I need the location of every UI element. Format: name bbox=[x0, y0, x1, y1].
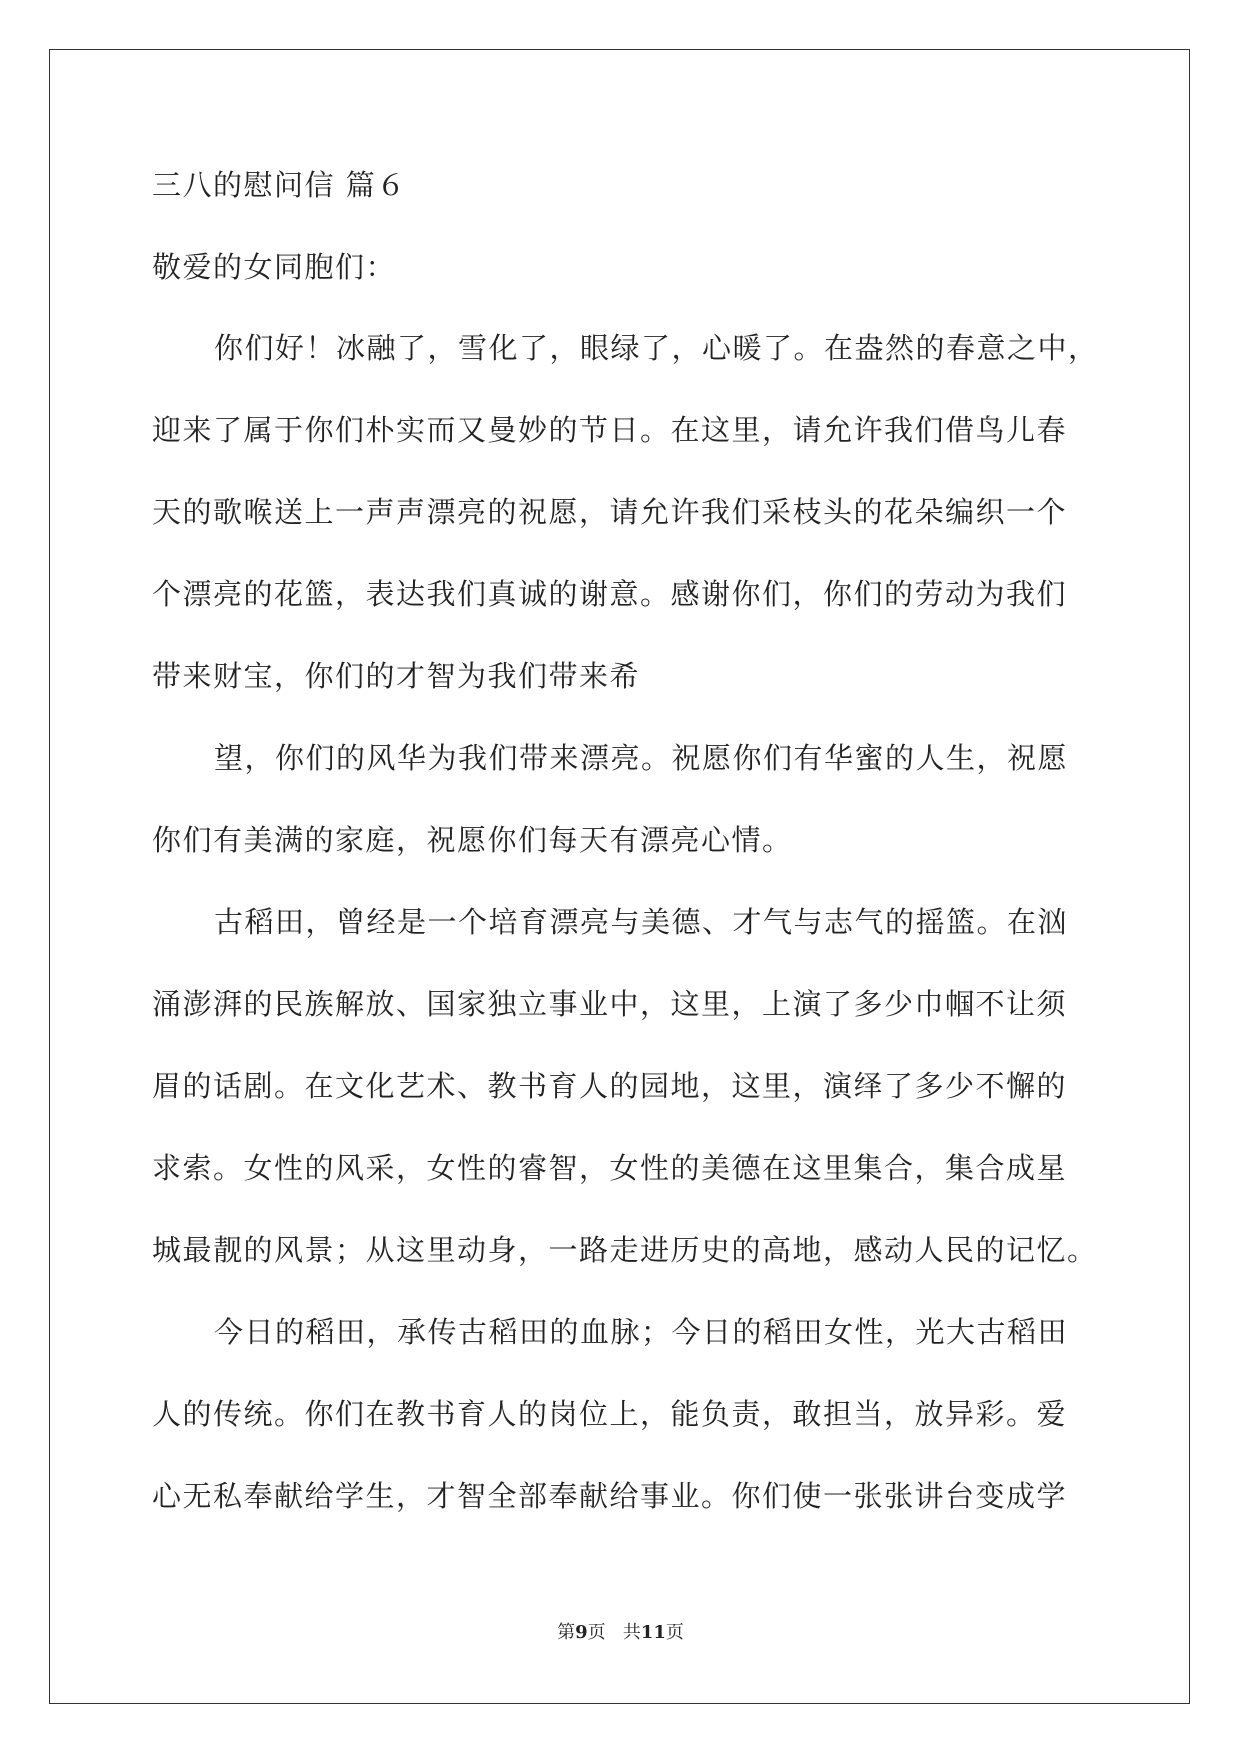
document-body bbox=[152, 168, 1102, 1561]
text-line: 眉的话剧。在文化艺术、教书育人的园地，这里，演绎了多少不懈的 bbox=[152, 1069, 1068, 1103]
document-title: 三八的慰问信 篇６ bbox=[152, 168, 407, 202]
text-line: 古稻田，曾经是一个培育漂亮与美德、才气与志气的摇篮。在汹 bbox=[214, 905, 1069, 939]
text-line: 迎来了属于你们朴实而又曼妙的节日。在这里，请允许我们借鸟儿春 bbox=[152, 413, 1068, 447]
text-line: 城最靓的风景；从这里动身，一路走进历史的高地，感动人民的记忆。 bbox=[152, 1233, 1098, 1267]
text-line: 求索。女性的风采，女性的睿智，女性的美德在这里集合，集合成星 bbox=[152, 1151, 1068, 1185]
text-line: 涌澎湃的民族解放、国家独立事业中，这里，上演了多少巾帼不让须 bbox=[152, 987, 1068, 1021]
footer-total-prefix: 共 bbox=[622, 1622, 641, 1643]
footer-prefix: 第 bbox=[557, 1622, 576, 1643]
page-footer bbox=[0, 1622, 1241, 1644]
text-line: 望，你们的风华为我们带来漂亮。祝愿你们有华蜜的人生，祝愿 bbox=[214, 741, 1069, 775]
footer-total-suffix: 页 bbox=[665, 1622, 684, 1643]
text-line: 个漂亮的花篮，表达我们真诚的谢意。感谢你们，你们的劳动为我们 bbox=[152, 577, 1068, 611]
text-line: 天的歌喉送上一声声漂亮的祝愿，请允许我们采枝头的花朵编织一个 bbox=[152, 495, 1068, 529]
text-line: 今日的稻田，承传古稻田的血脉；今日的稻田女性，光大古稻田 bbox=[214, 1315, 1069, 1349]
greeting: 敬爱的女同胞们： bbox=[152, 250, 397, 284]
text-line: 你们有美满的家庭，祝愿你们每天有漂亮心情。 bbox=[152, 823, 793, 857]
paragraph-lines bbox=[152, 331, 1102, 1513]
text-line: 人的传统。你们在教书育人的岗位上，能负责，敢担当，放异彩。爱 bbox=[152, 1397, 1068, 1431]
footer-page-number: 9 bbox=[575, 1622, 588, 1643]
text-line: 带来财宝，你们的才智为我们带来希 bbox=[152, 659, 641, 693]
text-line: 你们好！冰融了，雪化了，眼绿了，心暖了。在盎然的春意之中， bbox=[214, 331, 1099, 365]
footer-page-suffix: 页 bbox=[587, 1622, 606, 1643]
text-line: 心无私奉献给学生，才智全部奉献给事业。你们使一张张讲台变成学 bbox=[152, 1479, 1068, 1513]
footer-total-pages: 11 bbox=[640, 1622, 666, 1643]
